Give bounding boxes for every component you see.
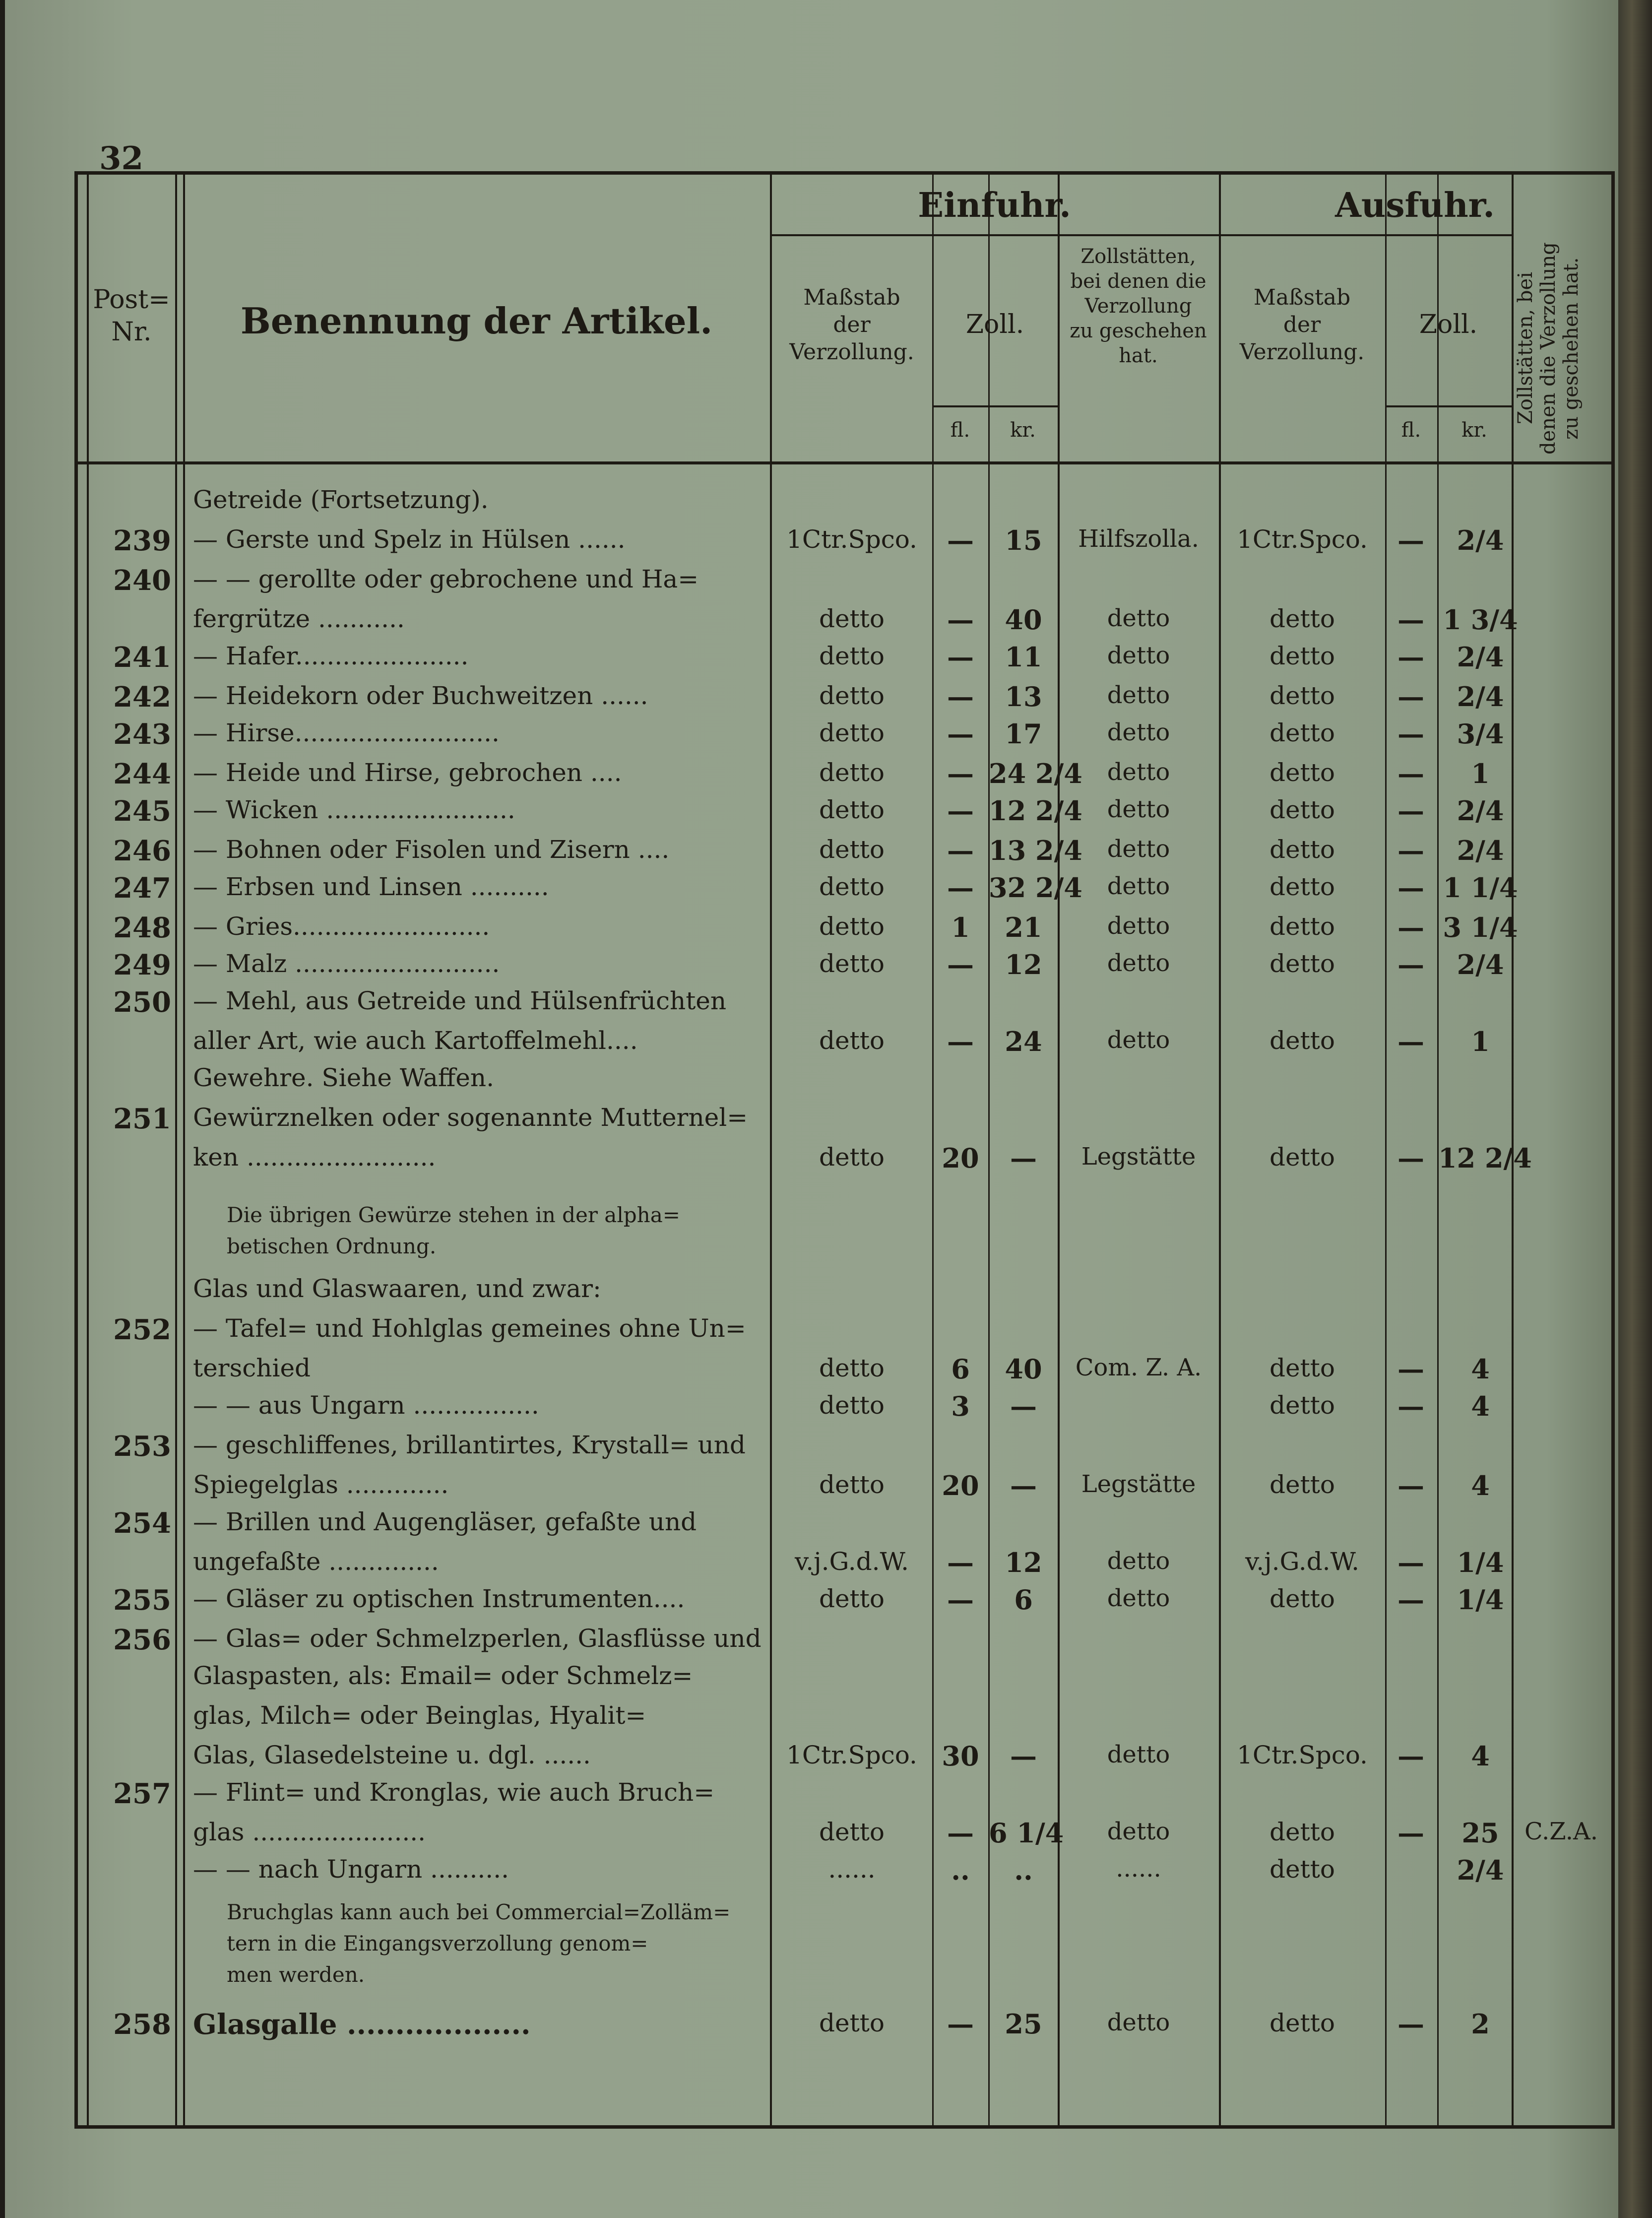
ausfuhr-kr: 2/4	[1457, 681, 1504, 713]
einfuhr-place: detto	[1107, 2009, 1170, 2036]
article-name: Gewehre. Siehe Waffen.	[193, 1063, 494, 1092]
article-name: glas ......................	[193, 1818, 426, 1846]
post-number: 244	[113, 758, 171, 790]
post-number: 258	[113, 2008, 171, 2041]
post-number: 241	[113, 641, 171, 674]
einfuhr-fl: —	[947, 524, 974, 556]
rule	[183, 175, 185, 2125]
einfuhr-measure: detto	[819, 2009, 885, 2037]
einfuhr-place: detto	[1107, 758, 1170, 786]
einfuhr-kr: —	[1010, 1142, 1037, 1174]
ausfuhr-measure: detto	[1270, 2009, 1335, 2037]
article-name: fergrütze ...........	[193, 604, 405, 633]
rule	[770, 234, 1219, 236]
ausfuhr-kr-header: kr.	[1461, 419, 1487, 442]
einfuhr-measure: detto	[819, 1391, 885, 1420]
einfuhr-place: detto	[1107, 1741, 1170, 1768]
einfuhr-fl: 30	[942, 1740, 979, 1772]
article-name: — Brillen und Augengläser, gefaßte und	[193, 1507, 697, 1536]
article-name: Getreide (Fortsetzung).	[193, 485, 489, 514]
einfuhr-kr: 12	[1005, 1547, 1042, 1578]
einfuhr-place: detto	[1107, 1818, 1170, 1845]
ausfuhr-kr: 1/4	[1457, 1547, 1504, 1578]
article-header: Benennung der Artikel.	[240, 300, 713, 342]
post-number: 242	[113, 681, 171, 714]
einfuhr-kr: 11	[1005, 641, 1042, 673]
zoll-header: Zoll.	[965, 310, 1024, 339]
post-number: 246	[113, 835, 171, 867]
post-number: 248	[113, 912, 171, 944]
einfuhr-kr: 32 2/4	[989, 872, 1082, 904]
einfuhr-fl: —	[947, 1584, 974, 1616]
ausfuhr-kr: 2/4	[1457, 524, 1504, 556]
einfuhr-measure: detto	[819, 1470, 885, 1499]
einfuhr-kr: 13	[1005, 681, 1042, 713]
einfuhr-fl: 1	[951, 912, 970, 943]
einfuhr-fl: —	[947, 835, 974, 866]
einfuhr-place: Com. Z. A.	[1075, 1354, 1202, 1381]
einfuhr-fl: 6	[951, 1353, 970, 1385]
ausfuhr-fl: —	[1398, 2008, 1424, 2040]
ausfuhr-zollstaetten-header: Zollstätten, bei denen die Verzollung zu geschehen hat.	[1514, 242, 1583, 455]
ausfuhr-fl: —	[1398, 681, 1424, 713]
article-name: — Hirse..........................	[193, 718, 500, 747]
einfuhr-kr: 25	[1005, 2008, 1042, 2040]
einfuhr-measure: detto	[819, 835, 885, 864]
einfuhr-measure: detto	[819, 758, 885, 787]
ausfuhr-header: Ausfuhr.	[1335, 186, 1495, 225]
article-name: glas, Milch= oder Beinglas, Hyalit=	[193, 1701, 646, 1730]
ausfuhr-kr: 1	[1471, 758, 1490, 789]
einfuhr-place: detto	[1107, 1026, 1170, 1054]
ausfuhr-kr: 2/4	[1457, 835, 1504, 866]
ausfuhr-kr: 4	[1471, 1740, 1490, 1772]
ausfuhr-measure: detto	[1270, 642, 1335, 670]
tariff-table	[74, 171, 1615, 2129]
ausfuhr-kr: 4	[1471, 1470, 1490, 1501]
ausfuhr-measure: detto	[1270, 1143, 1335, 1172]
post-number: 250	[113, 986, 171, 1019]
ausfuhr-fl-header: fl.	[1401, 419, 1421, 442]
ausfuhr-measure: 1Ctr.Spco.	[1237, 525, 1368, 554]
einfuhr-measure: 1Ctr.Spco.	[786, 1741, 917, 1769]
einfuhr-measure: detto	[819, 681, 885, 710]
article-name: — geschliffenes, brillantirtes, Krystall= und	[193, 1431, 746, 1459]
massstab-header: Maßstab der Verzollung.	[789, 285, 914, 365]
einfuhr-measure: detto	[819, 642, 885, 670]
einfuhr-place: detto	[1107, 949, 1170, 977]
einfuhr-fl: —	[947, 1026, 974, 1057]
ausfuhr-measure: detto	[1270, 872, 1335, 901]
einfuhr-fl: —	[947, 872, 974, 904]
einfuhr-place: detto	[1107, 1584, 1170, 1612]
einfuhr-place: detto	[1107, 872, 1170, 900]
einfuhr-kr: 12 2/4	[989, 795, 1082, 827]
note-text: Die übrigen Gewürze stehen in der alpha= betischen Ordnung.	[227, 1203, 680, 1258]
einfuhr-kr: 6 1/4	[989, 1817, 1064, 1849]
einfuhr-fl: 20	[942, 1470, 979, 1501]
einfuhr-place: ......	[1116, 1855, 1161, 1883]
ausfuhr-kr: 3 1/4	[1443, 912, 1518, 943]
ausfuhr-fl: —	[1398, 795, 1424, 827]
einfuhr-place: Legstätte	[1081, 1470, 1196, 1498]
ausfuhr-measure: detto	[1270, 912, 1335, 941]
einfuhr-measure: detto	[819, 795, 885, 824]
post-number: 239	[113, 524, 171, 557]
ausfuhr-fl: —	[1398, 1740, 1424, 1772]
note-text: Bruchglas kann auch bei Commercial=Zolläm= tern in die Eingangsverzollung genom= men werden.	[227, 1900, 731, 1987]
post-number: 257	[113, 1777, 171, 1810]
einfuhr-measure: 1Ctr.Spco.	[786, 525, 917, 554]
post-number: 251	[113, 1103, 171, 1135]
ausfuhr-fl: —	[1398, 524, 1424, 556]
einfuhr-place: detto	[1107, 835, 1170, 863]
einfuhr-fl: —	[947, 718, 974, 750]
einfuhr-place: detto	[1107, 681, 1170, 709]
ausfuhr-measure: detto	[1270, 681, 1335, 710]
einfuhr-measure: detto	[819, 718, 885, 747]
rule	[87, 175, 89, 2125]
article-name: aller Art, wie auch Kartoffelmehl....	[193, 1026, 638, 1055]
einfuhr-measure: ......	[828, 1855, 876, 1884]
einfuhr-measure: detto	[819, 1026, 885, 1055]
article-name: — Bohnen oder Fisolen und Zisern ....	[193, 835, 670, 864]
ausfuhr-fl: —	[1398, 1390, 1424, 1422]
rule	[175, 175, 177, 2125]
ausfuhr-kr: 12 2/4	[1438, 1142, 1532, 1174]
einfuhr-kr: ..	[1014, 1854, 1033, 1886]
article-name: — — nach Ungarn ..........	[193, 1855, 509, 1884]
header-bottom-rule	[78, 461, 1611, 464]
article-name: ungefaßte ..............	[193, 1547, 439, 1576]
einfuhr-fl: 20	[942, 1142, 979, 1174]
ausfuhr-measure: 1Ctr.Spco.	[1237, 1741, 1368, 1769]
article-name: — Hafer......................	[193, 642, 469, 670]
ausfuhr-kr: 1 3/4	[1443, 604, 1518, 636]
ausfuhr-measure: detto	[1270, 1026, 1335, 1055]
post-number: 253	[113, 1430, 171, 1463]
ausfuhr-fl: —	[1398, 1584, 1424, 1616]
article-name: Glaspasten, als: Email= oder Schmelz=	[193, 1661, 693, 1690]
einfuhr-kr: 40	[1005, 1353, 1042, 1385]
article-name: Glas, Glasedelsteine u. dgl. ......	[193, 1741, 591, 1769]
ausfuhr-massstab-header: Maßstab der Verzollung.	[1239, 285, 1365, 365]
book-gutter	[1618, 0, 1652, 2218]
article-name: Glasgalle ...................	[193, 2008, 531, 2041]
ausfuhr-measure: detto	[1270, 1354, 1335, 1382]
einfuhr-kr: 6	[1014, 1584, 1033, 1616]
page-number: 32	[99, 140, 144, 177]
ausfuhr-fl: —	[1398, 718, 1424, 750]
post-number: 240	[113, 564, 171, 597]
einfuhr-measure: detto	[819, 872, 885, 901]
kr-header: kr.	[1010, 419, 1036, 442]
ausfuhr-fl: —	[1398, 641, 1424, 673]
rule	[770, 175, 772, 2125]
rule	[1219, 234, 1512, 236]
article-name: — Heidekorn oder Buchweitzen ......	[193, 681, 648, 710]
einfuhr-place: detto	[1107, 795, 1170, 823]
zollstaetten-header: Zollstätten, bei denen die Verzollung zu geschehen hat.	[1070, 245, 1207, 367]
article-name: — — aus Ungarn ................	[193, 1391, 539, 1420]
article-name: — Erbsen und Linsen ..........	[193, 872, 549, 901]
einfuhr-place: detto	[1107, 1547, 1170, 1575]
ausfuhr-measure: detto	[1270, 1584, 1335, 1613]
einfuhr-fl: —	[947, 758, 974, 789]
article-name: — Malz ..........................	[193, 949, 500, 978]
einfuhr-place: detto	[1107, 604, 1170, 632]
post-number: 243	[113, 718, 171, 751]
article-name: terschied	[193, 1354, 311, 1382]
ausfuhr-kr: 2/4	[1457, 641, 1504, 673]
einfuhr-kr: —	[1010, 1740, 1037, 1772]
ausfuhr-measure: detto	[1270, 1470, 1335, 1499]
einfuhr-fl: —	[947, 949, 974, 980]
ausfuhr-fl: —	[1398, 872, 1424, 904]
article-name: — — gerollte oder gebrochene und Ha=	[193, 565, 699, 593]
article-name: — Heide und Hirse, gebrochen ....	[193, 758, 622, 787]
article-name: — Flint= und Kronglas, wie auch Bruch=	[193, 1778, 715, 1807]
einfuhr-kr: —	[1010, 1470, 1037, 1501]
ausfuhr-measure: detto	[1270, 604, 1335, 633]
ausfuhr-fl: —	[1398, 912, 1424, 943]
article-name: Spiegelglas .............	[193, 1470, 449, 1499]
ausfuhr-zoll-header: Zoll.	[1419, 310, 1478, 339]
article-name: ken ........................	[193, 1143, 436, 1172]
ausfuhr-kr: 25	[1461, 1817, 1499, 1849]
ausfuhr-measure: detto	[1270, 949, 1335, 978]
ausfuhr-measure: v.j.G.d.W.	[1245, 1547, 1360, 1576]
post-number: 252	[113, 1313, 171, 1346]
einfuhr-place: Legstätte	[1081, 1143, 1196, 1171]
post-number: 247	[113, 872, 171, 905]
einfuhr-kr: 13 2/4	[989, 835, 1082, 866]
einfuhr-kr: 40	[1005, 604, 1042, 636]
post-number: 255	[113, 1584, 171, 1617]
einfuhr-fl: 3	[951, 1390, 970, 1422]
einfuhr-kr: —	[1010, 1390, 1037, 1422]
article-name: — Gläser zu optischen Instrumenten....	[193, 1584, 685, 1613]
einfuhr-measure: detto	[819, 604, 885, 633]
ausfuhr-fl: —	[1398, 1470, 1424, 1501]
ausfuhr-measure: detto	[1270, 1391, 1335, 1420]
einfuhr-fl: —	[947, 1547, 974, 1578]
ausfuhr-fl: —	[1398, 758, 1424, 789]
ausfuhr-fl: —	[1398, 1142, 1424, 1174]
post-nr-header: Post= Nr.	[93, 285, 170, 347]
einfuhr-kr: 12	[1005, 949, 1042, 980]
article-name: — Wicken ........................	[193, 795, 515, 824]
ausfuhr-measure: detto	[1270, 758, 1335, 787]
ausfuhr-kr: 3/4	[1457, 718, 1504, 750]
einfuhr-measure: detto	[819, 1584, 885, 1613]
article-name: Glas und Glaswaaren, und zwar:	[193, 1274, 601, 1303]
post-number: 256	[113, 1624, 171, 1656]
einfuhr-fl: —	[947, 641, 974, 673]
article-name: — Gries.........................	[193, 912, 490, 941]
article-name: — Mehl, aus Getreide und Hülsenfrüchten	[193, 986, 727, 1015]
ausfuhr-kr: 1	[1471, 1026, 1490, 1057]
einfuhr-measure: detto	[819, 912, 885, 941]
article-name: — Gerste und Spelz in Hülsen ......	[193, 525, 626, 554]
post-number: 245	[113, 795, 171, 828]
einfuhr-kr: 21	[1005, 912, 1042, 943]
einfuhr-fl: —	[947, 604, 974, 636]
ausfuhr-measure: detto	[1270, 718, 1335, 747]
ausfuhr-kr: 1/4	[1457, 1584, 1504, 1616]
ausfuhr-fl: —	[1398, 604, 1424, 636]
article-name: — Tafel= und Hohlglas gemeines ohne Un=	[193, 1314, 746, 1343]
einfuhr-place: detto	[1107, 642, 1170, 669]
ausfuhr-place: C.Z.A.	[1525, 1818, 1598, 1845]
rule	[1385, 405, 1512, 407]
einfuhr-place: detto	[1107, 912, 1170, 940]
post-number: 254	[113, 1507, 171, 1540]
post-number: 249	[113, 949, 171, 981]
einfuhr-measure: detto	[819, 1818, 885, 1846]
ausfuhr-fl: —	[1398, 1353, 1424, 1385]
article-name: — Glas= oder Schmelzperlen, Glasflüsse und	[193, 1624, 762, 1653]
ausfuhr-fl: —	[1398, 835, 1424, 866]
ausfuhr-kr: 2/4	[1457, 1854, 1504, 1886]
ausfuhr-kr: 4	[1471, 1353, 1490, 1385]
einfuhr-fl: —	[947, 2008, 974, 2040]
einfuhr-kr: 15	[1005, 524, 1042, 556]
einfuhr-measure: v.j.G.d.W.	[794, 1547, 909, 1576]
einfuhr-header: Einfuhr.	[918, 186, 1071, 225]
einfuhr-kr: 17	[1005, 718, 1042, 750]
ausfuhr-kr: 2/4	[1457, 949, 1504, 980]
ausfuhr-fl: —	[1398, 1026, 1424, 1057]
einfuhr-fl: —	[947, 1817, 974, 1849]
einfuhr-fl: ..	[951, 1854, 970, 1886]
einfuhr-fl: —	[947, 681, 974, 713]
ausfuhr-measure: detto	[1270, 1855, 1335, 1884]
einfuhr-measure: detto	[819, 949, 885, 978]
ausfuhr-measure: detto	[1270, 795, 1335, 824]
ausfuhr-fl: —	[1398, 1547, 1424, 1578]
fl-header: fl.	[950, 419, 970, 442]
ausfuhr-kr: 2/4	[1457, 795, 1504, 827]
ausfuhr-fl: —	[1398, 1817, 1424, 1849]
einfuhr-kr: 24	[1005, 1026, 1042, 1057]
einfuhr-fl: —	[947, 795, 974, 827]
ausfuhr-measure: detto	[1270, 1818, 1335, 1846]
ausfuhr-measure: detto	[1270, 835, 1335, 864]
einfuhr-place: Hilfszolla.	[1078, 525, 1199, 553]
einfuhr-place: detto	[1107, 718, 1170, 746]
einfuhr-measure: detto	[819, 1143, 885, 1172]
ausfuhr-fl: —	[1398, 949, 1424, 980]
einfuhr-measure: detto	[819, 1354, 885, 1382]
rule	[932, 405, 1058, 407]
ausfuhr-kr: 2	[1471, 2008, 1490, 2040]
article-name: Gewürznelken oder sogenannte Mutternel=	[193, 1103, 748, 1132]
ausfuhr-kr: 4	[1471, 1390, 1490, 1422]
einfuhr-kr: 24 2/4	[989, 758, 1082, 789]
ausfuhr-kr: 1 1/4	[1443, 872, 1518, 904]
